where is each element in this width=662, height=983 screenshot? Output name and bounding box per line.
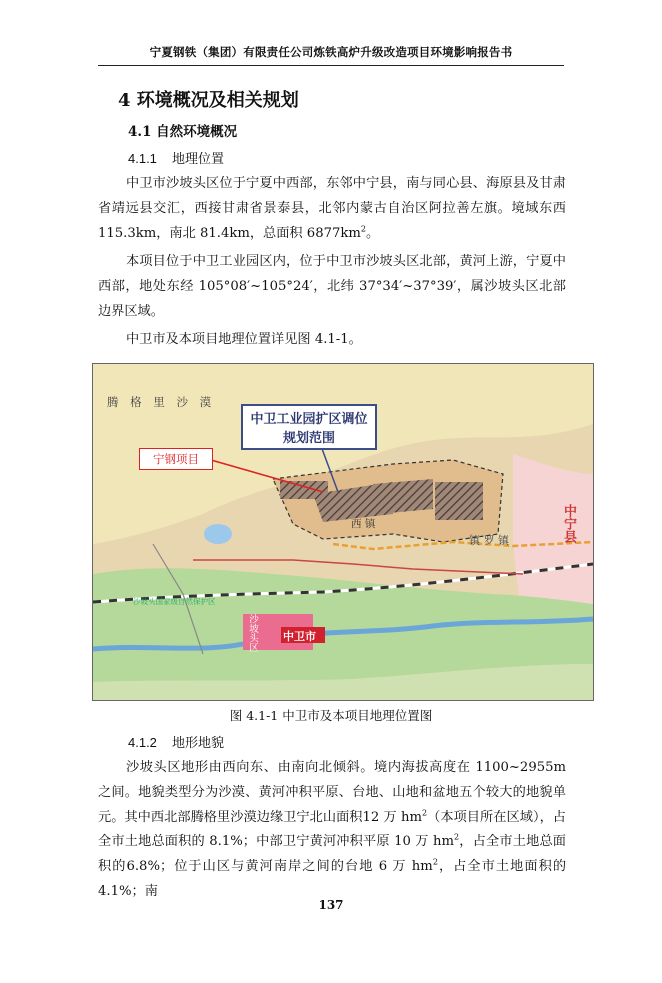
subsection-heading-411 — [128, 148, 224, 167]
paragraph-project-location: 本项目位于中卫工业园区内，位于中卫市沙坡头区北部，黄河上游，宁夏中西部，地处东经 105°08′~105°24′，北纬 37°34′~37°39′，属沙坡头区北部边界区域。 — [98, 254, 566, 319]
figure-caption: 图 4.1-1 中卫市及本项目地理位置图 — [229, 708, 433, 723]
subsection-number: 4.1.2 — [128, 735, 157, 750]
superscript: 2 — [422, 808, 428, 818]
paragraph-location: 中卫市沙坡头区位于宁夏中西部，东邻中宁县，南与同心县、海原县及甘肃省靖远县交汇，西接甘肃省景泰县，北邻内蒙古自治区阿拉善左旗。境域东西115.3km，南北 81.4km，总面积 $6877km^2$。 — [98, 176, 566, 241]
location-map — [92, 363, 594, 701]
header-rule — [98, 65, 564, 66]
park-callout-line2: 规划范围 — [282, 431, 335, 446]
map-label-reserve: 沙坡头国家级自然保护区 — [133, 597, 216, 606]
subsection-number: 4.1.1 — [128, 151, 157, 166]
map-label-city: 中卫市 — [283, 630, 316, 643]
superscript: 2 — [360, 224, 366, 234]
chapter-heading: 4 环境概况及相关规划 — [118, 90, 299, 111]
subsection-heading-412 — [128, 732, 224, 751]
project-callout: 宁钢项目 — [139, 448, 213, 470]
subsection-title: 地形地貌 — [172, 736, 225, 751]
park-callout-line1: 中卫工业园扩区调位 — [250, 412, 368, 427]
subsection-title: 地理位置 — [172, 152, 225, 167]
map-label-zhenluo: 镇 罗 镇 — [469, 534, 509, 547]
superscript: 2 — [432, 857, 438, 867]
map-label-shapotou: 沙坡头区 — [247, 614, 258, 652]
paragraph-figure-ref: 中卫市及本项目地理位置详见图 4.1-1。 — [126, 332, 362, 347]
running-header: 宁夏钢铁（集团）有限责任公司炼铁高炉升级改造项目环境影响报告书 — [149, 45, 513, 59]
section-heading: 4.1 自然环境概况 — [128, 124, 238, 140]
superscript: 2 — [454, 833, 460, 842]
map-label-xi-town: 西 镇 — [351, 518, 376, 530]
map-label-desert: 腾 格 里 沙 漠 — [107, 395, 216, 409]
park-callout — [241, 404, 377, 450]
paragraph-terrain: 沙坡头区地形由西向东、由南向北倾斜。境内海拔高度在 1100~2955m 之间。地貌类型分为沙漠、黄河冲积平原、台地、山地和盆地五个较大的地貌单元。其中西北部腾格里沙漠边缘卫宁北山面积12 万 $hm^2$（本项目所在区域），占全市土地总面积的 8.1%；中部卫宁黄河冲积平原 10 万 $hm^2$，占全市土地总面积的6.8%；位于山区与黄河南岸之间的台地 6 万 $hm^2$，占全市土地面积的 4.1%；南 — [98, 760, 567, 899]
map-label-zhongning: 中宁县 — [561, 504, 576, 543]
page-number: 137 — [318, 898, 344, 912]
